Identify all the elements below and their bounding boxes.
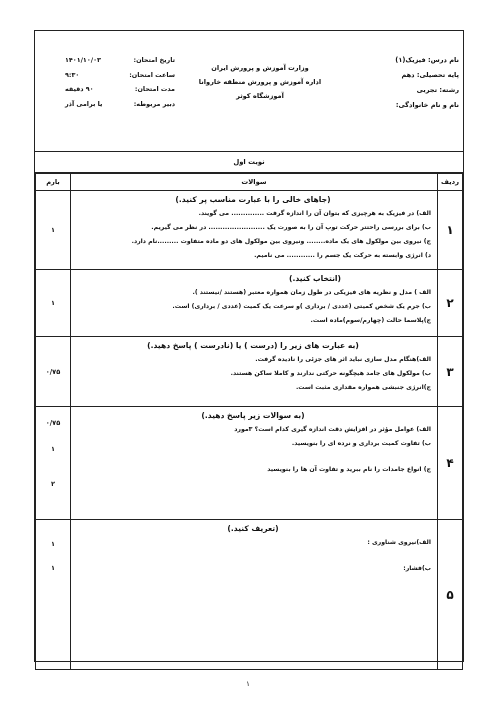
question-score <box>36 270 71 337</box>
exam-header <box>35 31 463 152</box>
question-line: ب) مولکول های جامد هیچگونه حرکتی ندارند و کاملا ساکن هستند. <box>230 370 431 377</box>
exam-sheet <box>34 30 464 662</box>
question-row <box>36 270 463 337</box>
question-score <box>36 407 71 520</box>
question-line: ب) جرم یک شخص کمیتی (عددی / برداری )و سرعت یک کمیت (عددی / برداری) است. <box>172 303 431 310</box>
course-name: نام درس: فیزیک(۱) <box>395 56 459 64</box>
question-score <box>36 337 71 407</box>
question-row <box>36 520 463 670</box>
question-number: ۴ <box>438 407 463 520</box>
question-score <box>36 191 71 270</box>
question-title: (جاهای خالی را با عبارت مناسب پر کنید.) <box>175 195 331 204</box>
ministry-info <box>195 61 325 103</box>
score-value: ۲ <box>50 480 56 488</box>
question-line: ج) نیروی بین مولکول های یک ماده........ ونیروی بین مولکول های دو ماده متفاوت .........نام دارد. <box>131 238 431 245</box>
questions-table <box>35 173 463 670</box>
teacher-row <box>65 97 175 112</box>
question-score <box>36 520 71 670</box>
question-title: (تعریف کنید.) <box>227 524 279 533</box>
question-line: ج) انواع جامدات را نام ببرید و تفاوت آن ها را بنویسید <box>267 466 431 473</box>
question-line: ج)پلاسما حالت (چهارم/سوم)ماده است. <box>310 317 431 324</box>
exam-time-row <box>65 68 175 83</box>
exam-duration-label: مدت امتحان: <box>134 85 175 93</box>
school-name: آموزشگاه کوثر <box>236 92 284 100</box>
exam-date-value: ۱۴۰۱/۱۰/۰۳ <box>65 56 101 64</box>
score-value: ۱ <box>50 540 56 548</box>
exam-time-value: ۹:۳۰ <box>65 70 80 79</box>
question-row <box>36 407 463 520</box>
score-value: ۰/۷۵ <box>45 367 61 376</box>
question-number: ۳ <box>438 337 463 407</box>
question-content <box>71 520 438 670</box>
question-line: ب)فشار: <box>403 565 431 572</box>
question-line: الف) عوامل مؤثر در افزایش دقت اندازه گیری کدام است؟ ۳مورد <box>234 426 431 433</box>
exam-duration-value: ۹۰ دقیقه <box>65 85 94 93</box>
answer-space <box>75 451 431 463</box>
question-line: د) انرژی وابسته به حرکت یک جسم را ............ می نامیم. <box>254 252 431 259</box>
question-content <box>71 337 438 407</box>
score-value: ۱ <box>50 299 56 307</box>
question-line: ب) تفاوت کمیت برداری و نرده ای را بنویسید. <box>291 440 431 447</box>
question-line: ب) برای بررسی راحتتر حرکت توپ آن را به صورت یک ........................ در نظر می گیریم. <box>151 224 431 231</box>
exam-shift: نوبت اول <box>35 152 463 173</box>
row-column-header: ردیف <box>438 174 463 191</box>
score-value: ۱ <box>50 226 56 234</box>
questions-column-header: سوالات <box>71 174 438 191</box>
question-line: ج)انرژی جنبشی همواره مقداری مثبت است. <box>295 384 431 391</box>
question-title: (به سوالات زیر پاسخ دهید.) <box>201 411 305 420</box>
grade-level: پایه تحصیلی: دهم <box>401 71 459 79</box>
score-value: ۱ <box>50 564 56 572</box>
question-title: (به عبارت های زیر را (درست ) یا (نادرست ) پاسخ دهید.) <box>147 341 359 350</box>
question-number: ۵ <box>438 520 463 670</box>
exam-duration-row <box>65 82 175 97</box>
exam-date-label: تاریخ امتحان: <box>133 56 175 64</box>
question-row <box>36 337 463 407</box>
page-number: ۱ <box>246 680 250 688</box>
score-column-header: بارم <box>36 174 71 191</box>
question-number: ۱ <box>438 191 463 270</box>
teacher-value: یا برامی آذر <box>65 99 103 108</box>
question-line: الف)هنگام مدل سازی نباید اثر های جزئی را نادیده گرفت. <box>255 356 431 363</box>
student-name-label: نام و نام خانوادگی: <box>395 101 459 109</box>
field-of-study: رشته: تجربی <box>416 86 459 94</box>
question-line: الف) در فیزیک به هرچیزی که بتوان آن را اندازه گرفت .............. می گویند. <box>198 210 431 217</box>
score-value: ۰/۷۵ <box>45 419 61 427</box>
exam-date-row <box>65 53 175 68</box>
exam-time-label: ساعت امتحان: <box>129 70 175 79</box>
question-line: الف ) مدل و نظریه های فیزیکی در طول زمان همواره معتبر (هستند /نیستند ). <box>192 289 431 296</box>
question-row <box>36 191 463 270</box>
education-office: اداره آموزش و پرورش منطقه خاروانا <box>198 78 322 86</box>
table-header-row <box>36 174 463 191</box>
answer-space <box>75 550 431 562</box>
exam-details <box>65 53 175 111</box>
question-title: (انتخاب کنید.) <box>289 274 341 283</box>
question-content <box>71 191 438 270</box>
course-info <box>395 53 459 113</box>
teacher-label: دبیر مربوطه: <box>133 99 175 108</box>
question-content <box>71 407 438 520</box>
question-content <box>71 270 438 337</box>
ministry-name: وزارت آموزش و پرورش ایران <box>211 64 309 72</box>
question-line: الف)نیروی شناوری : <box>367 539 431 546</box>
question-number: ۲ <box>438 270 463 337</box>
score-value: ۱ <box>50 445 56 453</box>
